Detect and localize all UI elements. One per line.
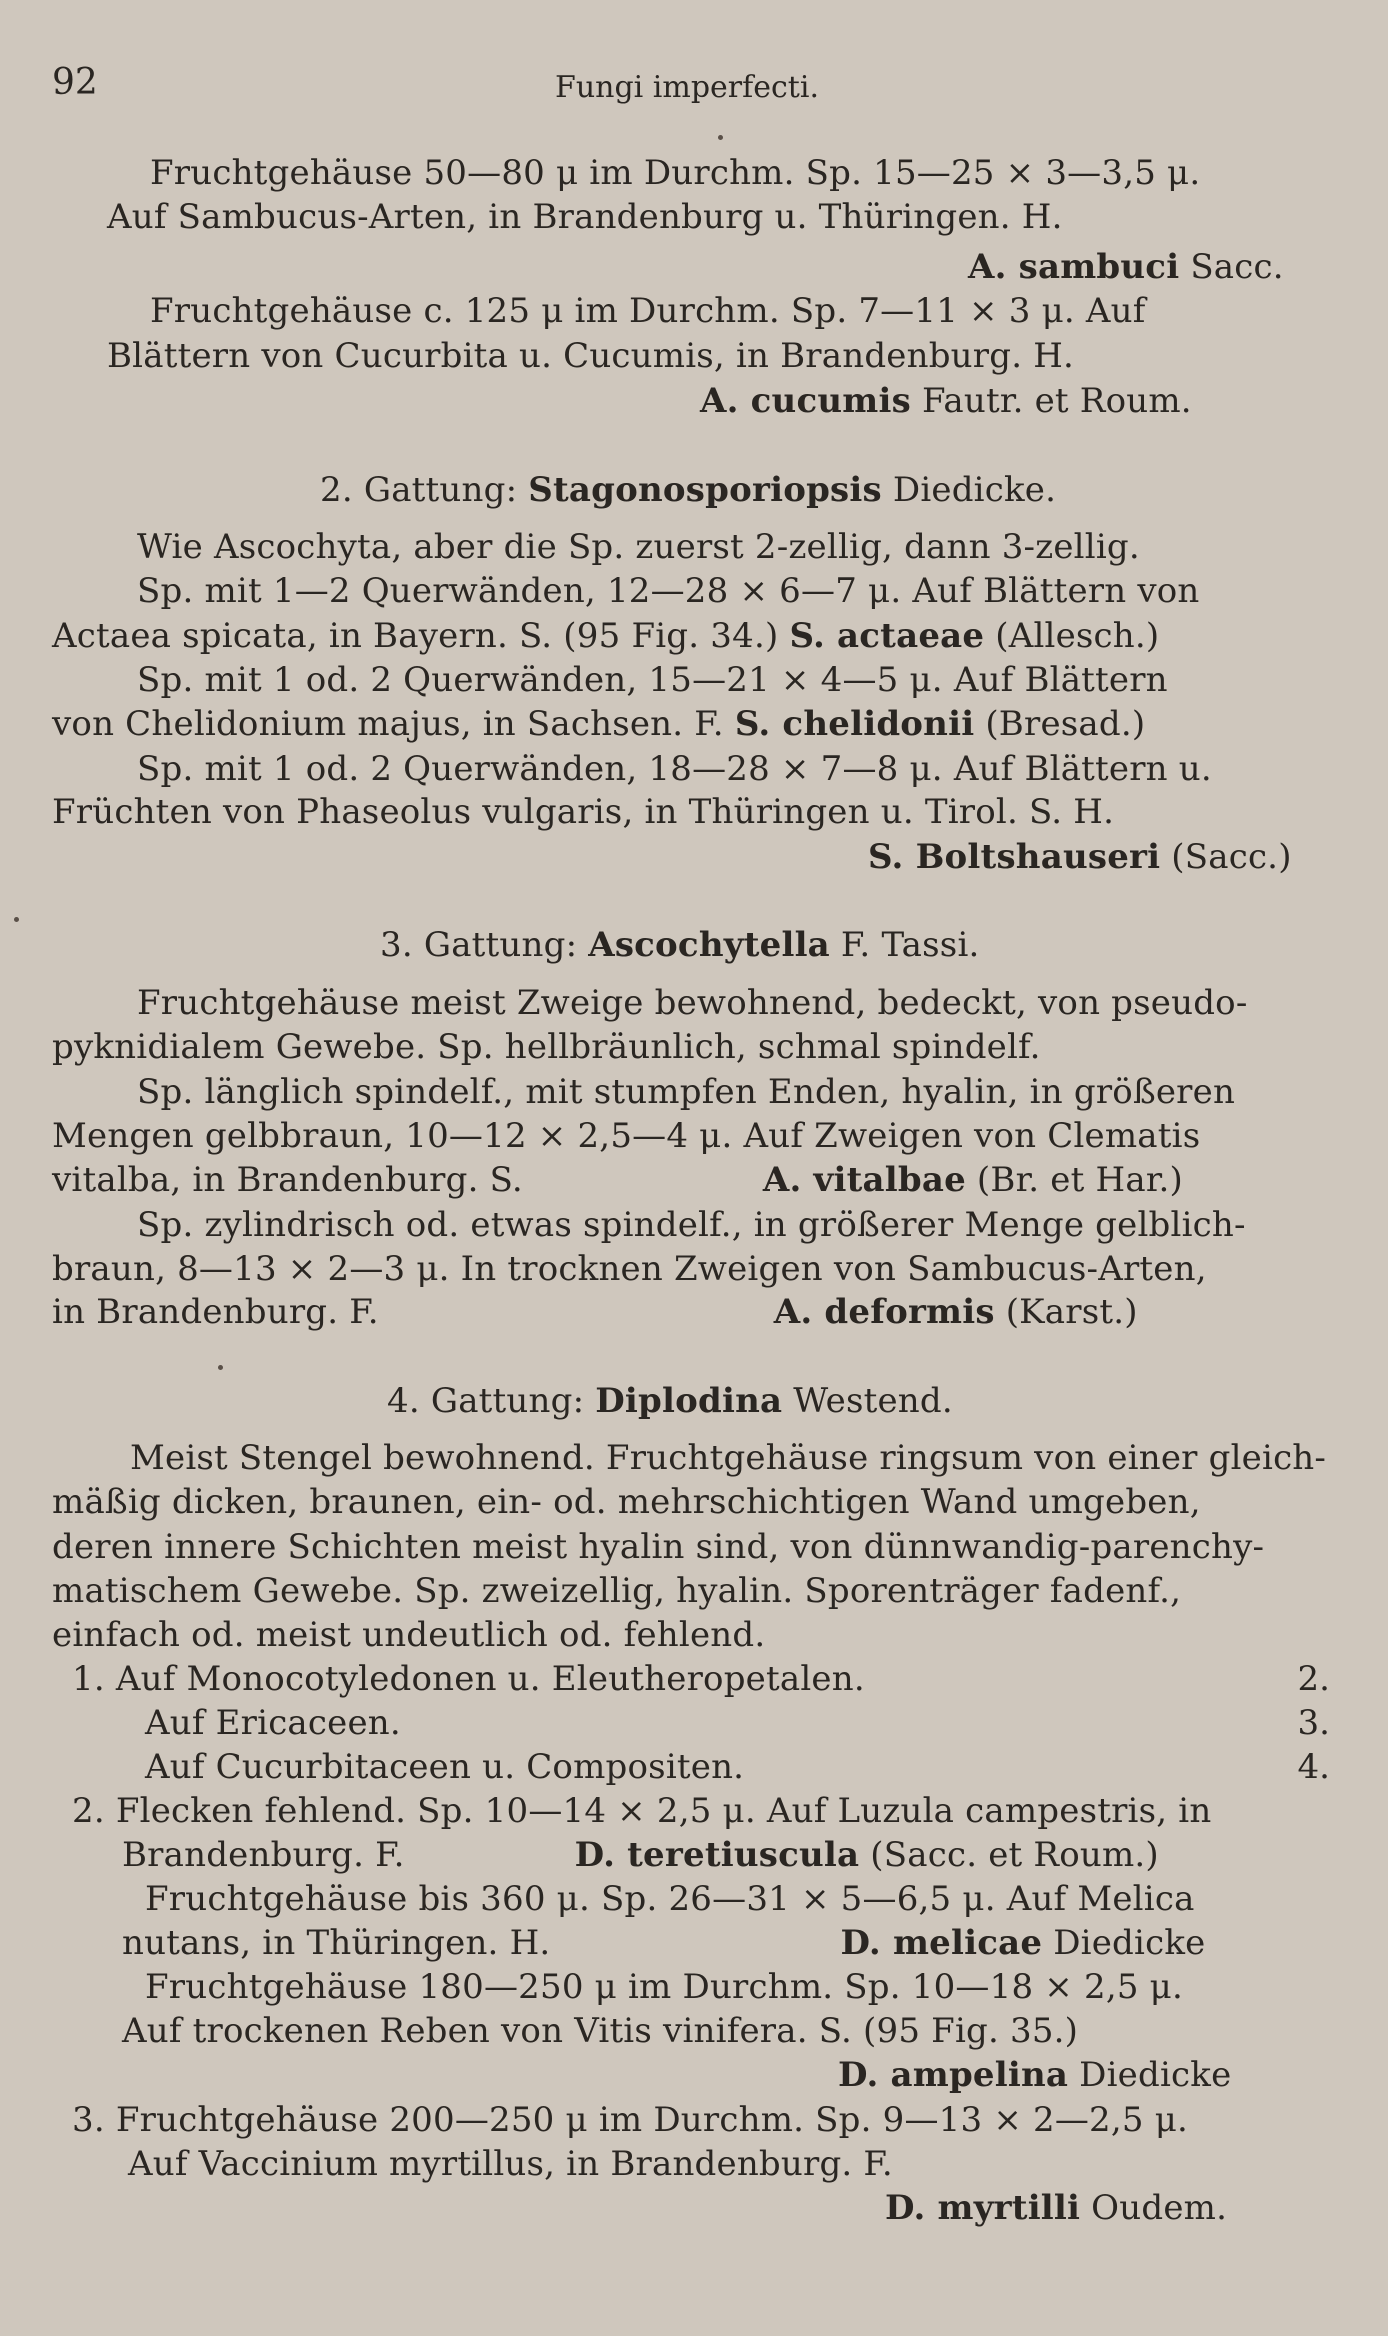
text-line: Wie Ascochyta, aber die Sp. zuerst 2-zellig, dann 3-zellig. (137, 527, 1140, 567)
text-line: deren innere Schichten meist hyalin sind, von dünnwandig-parenchy- (52, 1527, 1265, 1567)
text-line: mäßig dicken, braunen, ein- od. mehrschichtigen Wand umgeben, (52, 1482, 1201, 1522)
text-line: Sp. länglich spindelf., mit stumpfen Enden, hyalin, in größeren (137, 1072, 1236, 1112)
text-line: Sp. zylindrisch od. etwas spindelf., in größerer Menge gelblich- (137, 1205, 1246, 1245)
text-line: Auf Sambucus-Arten, in Brandenburg u. Thüringen. H. (107, 197, 1063, 237)
text-line: pyknidialem Gewebe. Sp. hellbräunlich, schmal spindelf. (52, 1027, 1041, 1067)
species-line: D. ampelina Diedicke (838, 2055, 1232, 2095)
text-line: Sp. mit 1—2 Querwänden, 12—28 × 6—7 μ. Auf Blättern von (137, 571, 1200, 611)
key-ref: 3. (1297, 1703, 1330, 1743)
key-ref: 4. (1297, 1747, 1330, 1787)
key-ref: 2. (1297, 1659, 1330, 1699)
text-line: Fruchtgehäuse bis 360 μ. Sp. 26—31 × 5—6,5 μ. Auf Melica (145, 1879, 1195, 1919)
species-line: D. myrtilli Oudem. (885, 2188, 1228, 2228)
text-line: Meist Stengel bewohnend. Fruchtgehäuse ringsum von einer gleich- (130, 1438, 1327, 1478)
print-speck (718, 135, 723, 140)
key-line: Auf Ericaceen. (145, 1703, 401, 1743)
species-line: S. Boltshauseri (Sacc.) (868, 837, 1292, 877)
text-line: Früchten von Phaseolus vulgaris, in Thüringen u. Tirol. S. H. (52, 792, 1115, 832)
text-line: Fruchtgehäuse 50—80 μ im Durchm. Sp. 15—25 × 3—3,5 μ. (150, 153, 1201, 193)
genus-heading: 3. Gattung: Ascochytella F. Tassi. (380, 925, 980, 965)
text-line: Sp. mit 1 od. 2 Querwänden, 15—21 × 4—5 μ. Auf Blättern (137, 660, 1168, 700)
key-line: 1. Auf Monocotyledonen u. Eleutheropetalen. (72, 1659, 865, 1699)
text-line: Mengen gelbbraun, 10—12 × 2,5—4 μ. Auf Zweigen von Clematis (52, 1116, 1201, 1156)
text-line: Fruchtgehäuse c. 125 μ im Durchm. Sp. 7—11 × 3 μ. Auf (150, 291, 1146, 331)
text-line: Sp. mit 1 od. 2 Querwänden, 18—28 × 7—8 μ. Auf Blättern u. (137, 749, 1212, 789)
genus-heading: 2. Gattung: Stagonosporiopsis Diedicke. (320, 470, 1057, 510)
text-line: Fruchtgehäuse meist Zweige bewohnend, bedeckt, von pseudo- (137, 983, 1248, 1023)
print-speck (14, 917, 19, 922)
genus-heading: 4. Gattung: Diplodina Westend. (387, 1381, 953, 1421)
page-number: 92 (52, 62, 98, 103)
text-line: matischem Gewebe. Sp. zweizellig, hyalin. Sporenträger fadenf., (52, 1571, 1182, 1611)
text-line: einfach od. meist undeutlich od. fehlend. (52, 1615, 766, 1655)
species-line: A. cucumis Fautr. et Roum. (700, 381, 1192, 421)
text-line: Auf Vaccinium myrtillus, in Brandenburg. F. (128, 2144, 893, 2184)
text-line: Blättern von Cucurbita u. Cucumis, in Brandenburg. H. (107, 336, 1075, 376)
key-line: 3. Fruchtgehäuse 200—250 μ im Durchm. Sp. 9—13 × 2—2,5 μ. (72, 2100, 1189, 2140)
species-line: Brandenburg. F. D. teretiuscula (Sacc. et Roum.) (122, 1835, 1159, 1875)
species-line: Actaea spicata, in Bayern. S. (95 Fig. 34.) S. actaeae (Allesch.) (52, 616, 1160, 656)
print-speck (218, 1365, 223, 1370)
text-line: braun, 8—13 × 2—3 μ. In trocknen Zweigen von Sambucus-Arten, (52, 1249, 1207, 1289)
text-line: Auf trockenen Reben von Vitis vinifera. S. (95 Fig. 35.) (122, 2011, 1079, 2051)
species-line: A. sambuci Sacc. (968, 247, 1284, 287)
species-line: vitalba, in Brandenburg. S. A. vitalbae (Br. et Har.) (52, 1160, 1184, 1200)
species-line: von Chelidonium majus, in Sachsen. F. S. chelidonii (Bresad.) (52, 704, 1146, 744)
running-title: Fungi imperfecti. (555, 70, 819, 105)
text-line: Fruchtgehäuse 180—250 μ im Durchm. Sp. 10—18 × 2,5 μ. (145, 1967, 1183, 2007)
species-line: nutans, in Thüringen. H. D. melicae Diedicke (122, 1923, 1206, 1963)
species-line: in Brandenburg. F. A. deformis (Karst.) (52, 1292, 1138, 1332)
key-line: Auf Cucurbitaceen u. Compositen. (145, 1747, 745, 1787)
key-line: 2. Flecken fehlend. Sp. 10—14 × 2,5 μ. Auf Luzula campestris, in (72, 1791, 1212, 1831)
